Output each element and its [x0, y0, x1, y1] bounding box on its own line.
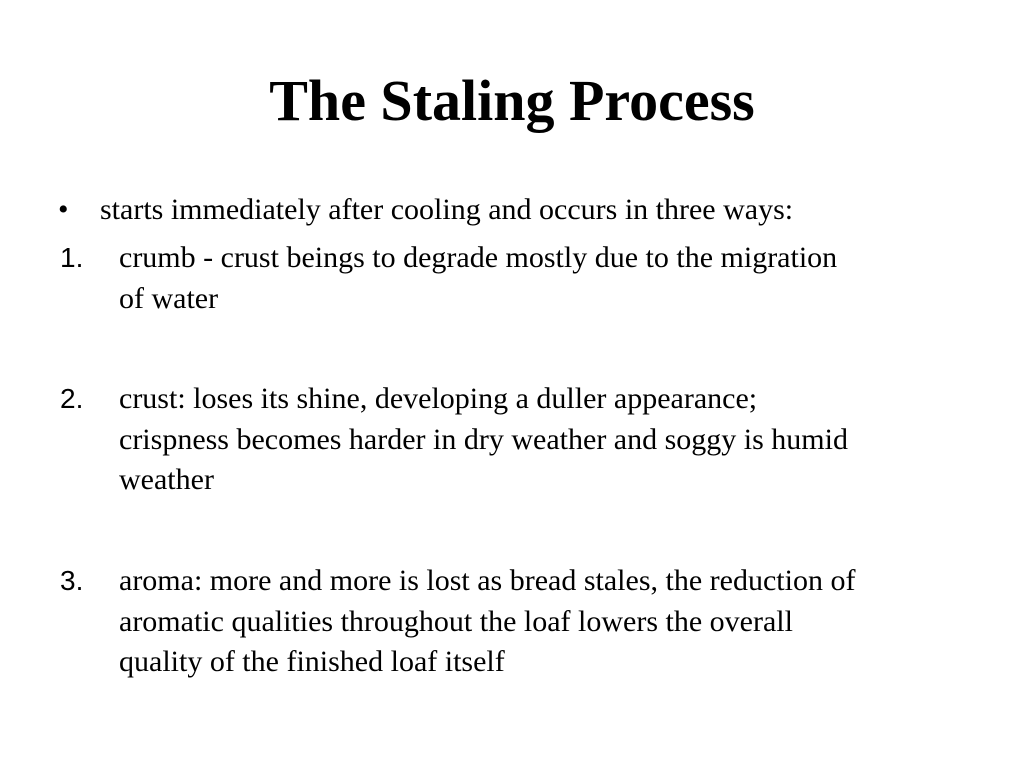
item-line: aromatic qualities throughout the loaf lowers the overall [119, 604, 793, 638]
bullet-marker: • [58, 193, 69, 226]
item-number: 1. [60, 242, 84, 273]
item-number: 2. [60, 383, 84, 414]
item-text [119, 238, 979, 319]
item-line: crumb - crust beings to degrade mostly due to the migration [119, 241, 838, 274]
bullet-text: starts immediately after cooling and occurs in three ways: [100, 193, 794, 226]
item-number: 3. [60, 565, 84, 596]
item-text [119, 379, 979, 501]
item-line: crust: loses its shine, developing a duller appearance; [119, 382, 758, 415]
item-line: quality of the finished loaf itself [119, 645, 505, 678]
item-text [119, 561, 979, 683]
item-line: of water [119, 281, 219, 315]
item-line: crispness becomes harder in dry weather and soggy is humid [119, 422, 848, 456]
item-line: aroma: more and more is lost as bread stales, the reduction of [119, 564, 856, 597]
item-line: weather [119, 463, 214, 496]
slide-title: The Staling Process [269, 68, 755, 133]
